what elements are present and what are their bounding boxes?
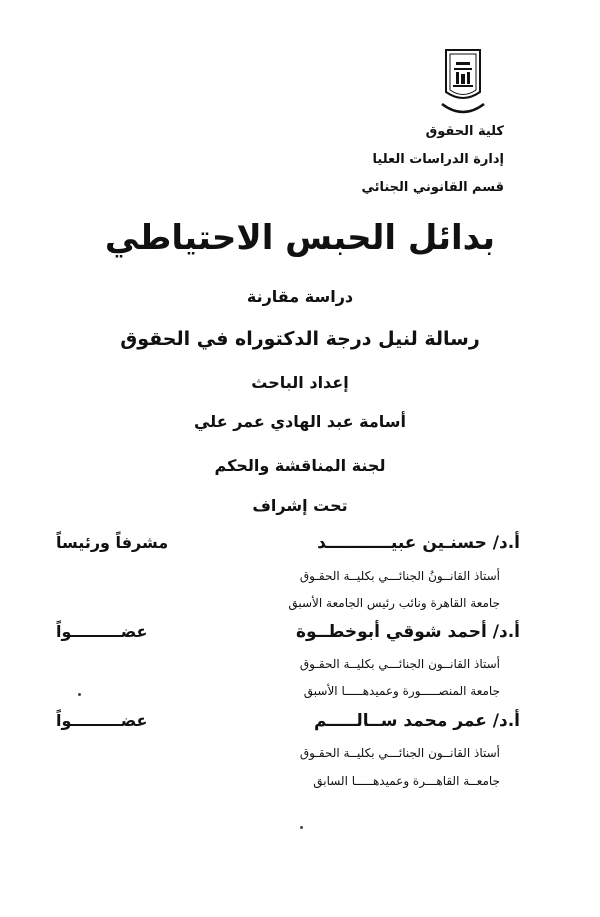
admin-department: إدارة الدراسات العليا [372,152,504,167]
committee-member-role: مشرفاً ورئيساً [56,533,169,552]
thesis-statement: رسالة لنيل درجة الدكتوراه في الحقوق [120,328,480,350]
committee-member-affiliation: جامعــة القاهـــرة وعميدهـــــا السابق [313,774,500,788]
researcher-name: أسامة عبد الهادي عمر علي [193,412,406,431]
committee-member-role: عضـــــــــواً [56,622,148,641]
committee-member-role: عضـــــــــواً [56,711,148,730]
committee-member-title: أستاذ القانــون الجنائـــي بكليــة الحقـوق [299,746,500,760]
committee-member-affiliation: جامعة المنصـــــورة وعميدهـــــا الأسبق [303,684,500,698]
committee-member-name: أ.د/ حسنـين عبيـــــــــــد [317,533,520,553]
committee-member-title: أستاذ القانــون الجنائـــي بكليــة الحقـوق [299,657,500,671]
supervision-label: تحت إشراف [252,496,348,515]
committee-label: لجنة المناقشة والحكم [214,456,386,475]
university-logo [432,46,494,124]
subtitle: دراسة مقارنة [246,287,354,306]
prepared-by-label: إعداد الباحث [251,373,349,392]
scan-speck [300,826,303,829]
department-name: قسم القانوني الجنائي [361,180,504,195]
committee-member-name: أ.د/ أحمد شوقي أبوخطــوة [296,622,520,642]
committee-member-affiliation: جامعة القاهرة ونائب رئيس الجامعة الأسبق [288,596,500,610]
scan-speck [78,693,81,696]
page-title: بدائل الحبس الاحتياطي [104,218,496,258]
faculty-name: كلية الحقوق [425,124,504,139]
committee-member-name: أ.د/ عمر محمد ســالـــــم [313,711,520,731]
committee-member-title: أستاذ القانــونُ الجنائـــي بكليــة الحقـوق [299,569,500,583]
